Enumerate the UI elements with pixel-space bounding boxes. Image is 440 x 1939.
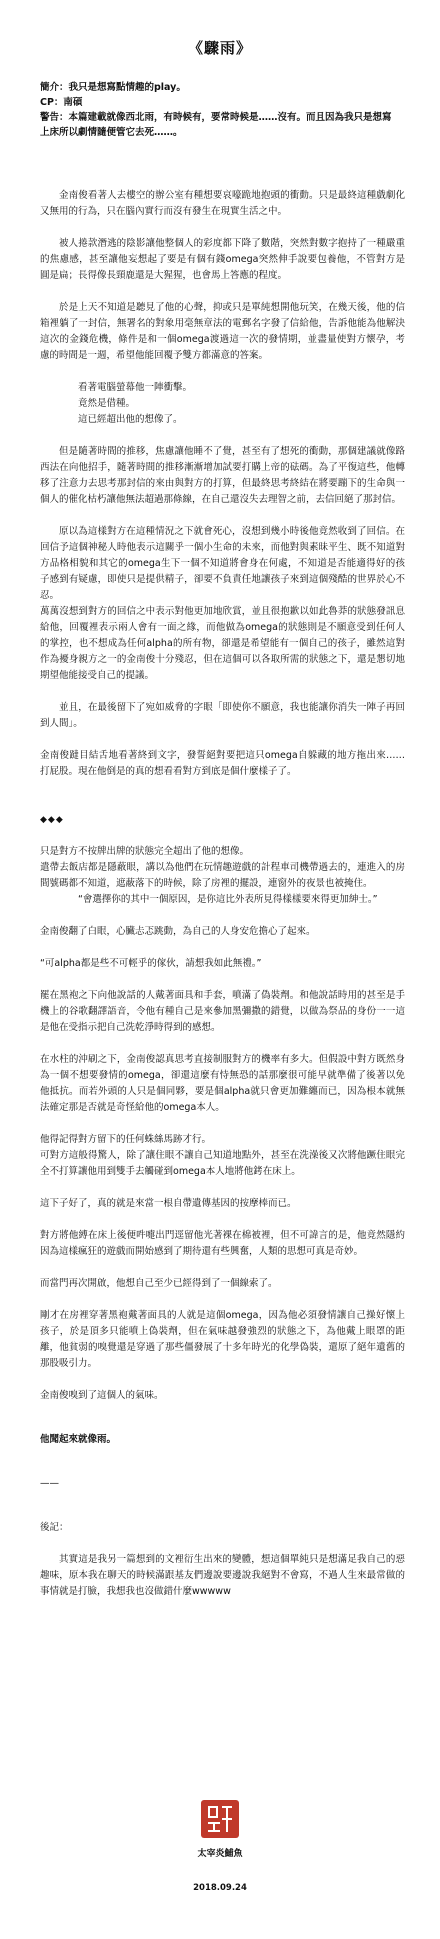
paragraph: “會選擇你的其中一個原因，是你這比外表所見得樣樣要來得更加紳士。” bbox=[78, 894, 378, 905]
postscript-title: 後記： bbox=[40, 1522, 69, 1533]
paragraph: 被人捲款潛逃的陰影讓他整個人的彩度都下降了數階，突然對數字抱持了一種嚴重的焦慮感，甚至讓他妄想起了要是有個有錢omega突然伸手說要包養他，不管對方是圓是扁；長得像長頸鹿還是大猩猩，也會馬上答應的程度。 bbox=[40, 238, 405, 281]
paragraph: 金南俊躂目結舌地看著終到文字，發誓絕對要把這只omega自躲藏的地方拖出來……打屁股。現在他倒是的真的想看看對方到底是個什麼樣子了。 bbox=[40, 750, 405, 777]
paragraph: 這下子好了，真的就是來當一根自帶遺傳基因的按摩棒而已。 bbox=[40, 1198, 297, 1209]
paragraph: 剛才在房裡穿著黑袍戴著面具的人就是這個omega，因為他必須發情讓自己操好懷上孩子，於是頂多只能噴上偽裝劑，但在氣味越發強烈的狀態之下，為他戴上眼罩的距離，他貧弱的嗅覺還是穿過了那些僵發展了十多年時光的化學偽裝，還原了絕年遺舊的那股吸引力。 bbox=[40, 1310, 405, 1369]
paragraph: 並且，在最後留下了宛如威脅的字眼「即使你不願意，我也能讓你消失一陣子再回到人間」。 bbox=[40, 702, 405, 729]
paragraph: 他得記得對方留下的任何蛛絲馬跡才行。 bbox=[40, 1134, 212, 1145]
section-divider bbox=[40, 812, 405, 828]
paragraph: 這已經超出他的想像了。 bbox=[78, 414, 183, 425]
post-date: 2018.09.24 bbox=[193, 1883, 247, 1893]
paragraph: 萬萬沒想到對方的回信之中表示對他更加地欣賞，並且很抱歉以如此魯莽的狀態發訊息給他，回覆裡表示兩人會有一面之緣，而他做為omega的狀態則是不願意受到任何人的掌控，也不想成為任何alpha的所有物，卻還是希望能有一個自己的孩子，雖然這對作為擾身親方之一的金南俊十分殘忍，但在這個可以各取所需的狀態之下，還是懇切地期望他能接受自己的提議。 bbox=[40, 606, 405, 681]
paragraph: 遣帶去飯店都是隱蔽眼，講以為他們在玩情趣遊戲的計程車司機帶過去的，連進入的房間號碼都不知道，遮蔽落下的時候，除了房裡的擺設，連窗外的夜景也被掩住。 bbox=[40, 862, 405, 889]
section-separator: ◆◆◆ bbox=[40, 815, 64, 825]
signature-block bbox=[0, 1800, 440, 1896]
paragraph: 金南俊翻了白眼，心臟忐忑跳動，為自己的人身安危擔心了起來。 bbox=[40, 926, 316, 937]
story-title: 《驟雨》 bbox=[187, 39, 252, 57]
paragraph: 看著電腦螢幕他一陣衝擊。 bbox=[78, 382, 193, 393]
postscript-text: 其實這是我另一篇想到的文裡衍生出來的變體，想這個單純只是想滿足我自己的惡趣味，原本我在聊天的時候滿跟基友們邊說要邊說我絕對不會寫，不過人生來最常做的事情就是打臉，我想我也沒做錯什麼wwwww bbox=[40, 1554, 405, 1597]
meta-cp: CP：南碩 bbox=[40, 97, 83, 108]
meta-warning: 警告：本篇建載就像西北雨，有時候有，要常時候是……沒有。而且因為我只是想寫上床所以劇情隨便管它去死……。 bbox=[40, 112, 392, 138]
paragraph: 竟然是借種。 bbox=[78, 398, 136, 409]
meta-summary: 簡介：我只是想寫點情趣的play。 bbox=[40, 82, 186, 93]
story-body bbox=[40, 188, 405, 1616]
paragraph: 原以為這樣對方在這種情況之下就會死心，沒想到幾小時後他竟然收到了回信。在回信予這個神秘人時他表示這關乎一個小生命的未來，而他對與素昧平生、既不知道對方品格相貌和其它的omega生下一個不知道將會身在何處，不知道是否能適得好的孩子感到有疑慮，即使只是提供精子，卻要不負責任地讓孩子來到這個殘酷的世界於心不忍。 bbox=[40, 526, 405, 601]
paragraph: 只是對方不按牌出牌的狀態完全超出了他的想像。 bbox=[40, 846, 250, 857]
paragraph: 對方將他縛在床上後便吽嚏出門逕留他光著裸在棉被裡，但不可諱言的是，他竟然隱約因為這樣瘋狂的遊戲而開始感到了期待還有些興奮，人類的思想可真是奇妙。 bbox=[40, 1230, 405, 1257]
paragraph: 在水柱的沖刷之下，金南俊認真思考直接制服對方的機率有多大。但假設中對方既然身為一個不想要發情的omega，卻還這麼有恃無恐的話那麼很可能早就準備了後著以免他抵抗。而若外頭的人只是個同夥，要是個alpha就只會更加難纏而已，因為根本就無法確定那是否就是奇怪給他的omega本人。 bbox=[40, 1054, 405, 1113]
paragraph: 於是上天不知道是聽見了他的心聲，抑或只是單純想開他玩笑，在幾天後，他的信箱裡躺了一封信，無署名的對象用毫無章法的電郵名字發了信給他，告訴他能為他解決這次的金錢危機，條件是和一個omega渡過這一次的發情期，並盡量使對方懷孕，考慮的時間是一週，希望他能回覆予雙方都滿意的答案。 bbox=[40, 302, 405, 361]
paragraph: 金南俊嗅到了這個人的氣味。 bbox=[40, 1390, 164, 1401]
seal-icon bbox=[201, 1800, 239, 1838]
paragraph: 但是隨著時間的推移，焦慮讓他睡不了覺，甚至有了想死的衝動，那個建議就像路西法在向他招手，隨著時間的推移漸漸增加試要打購上帝的砝碼。為了平復這些，他轉移了注意力去思考那封信的來由與對方的打算，但最終思考終結在將要蹦下的生命與一個人的催化枯朽讓他無法超過那條線，在自己還沒失去理智之前，去信回絕了那封信。 bbox=[40, 446, 405, 505]
paragraph: “可alpha都是些不可輕乎的傢伙，請想我如此無禮。” bbox=[40, 958, 262, 969]
author-name: 太宰炎鯆魚 bbox=[197, 1849, 243, 1859]
paragraph: 而當門再次開啟，他想自己至少已經得到了一個線索了。 bbox=[40, 1278, 278, 1289]
closing-line: 他聞起來就像雨。 bbox=[40, 1434, 117, 1445]
end-dash: —— bbox=[40, 1478, 59, 1489]
story-meta bbox=[40, 80, 400, 140]
paragraph: 金南俊看著人去樓空的辦公室有種想要哀嚎跪地抱頭的衝動。只是最終這種戲劇化又無用的行為，只在腦內實行而沒有發生在現實生活之中。 bbox=[40, 190, 405, 217]
paragraph: 罷在黑袍之下向他說話的人戴著面具和手套，噴滿了偽裝劑。和他說話時用的甚至是手機上的谷歌翻譯語音，令他有種自己是來參加黑彌撒的錯覺，以做為祭品的身份一一這是他在受指示把自己洗乾淨時得到的感想。 bbox=[40, 990, 405, 1033]
paragraph: 可對方這般得驚人，除了讓住眼不讓自己知道地點外，甚至在洗澡後又次將他蹶住眼完全不打算讓他用到雙手去觸碰到omega本人地將他銬在床上。 bbox=[40, 1150, 405, 1177]
